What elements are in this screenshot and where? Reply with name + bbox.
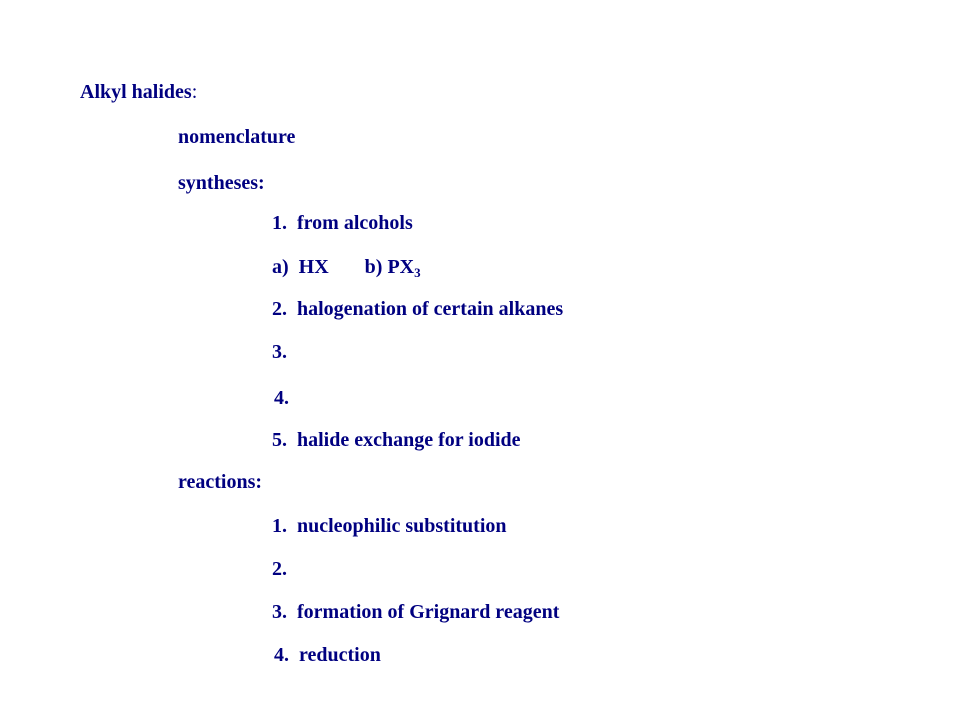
reaction-item-2: 2. — [272, 558, 287, 580]
syntheses-heading: syntheses: — [178, 172, 265, 194]
reactions-heading: reactions: — [178, 471, 263, 493]
synthesis-item-4: 4. — [274, 387, 289, 409]
reagent-b — [365, 256, 421, 278]
slide-title — [80, 80, 197, 104]
title-text: Alkyl halides — [80, 81, 192, 103]
synthesis-item-5: 5. halide exchange for iodide — [272, 429, 521, 451]
reagent-b-subscript: 3 — [414, 265, 421, 280]
reaction-item-1: 1. nucleophilic substitution — [272, 515, 507, 537]
reagent-b-text: b) PX — [364, 256, 415, 278]
synthesis-item-3: 3. — [272, 341, 287, 363]
synthesis-item-2: 2. halogenation of certain alkanes — [272, 298, 564, 320]
reaction-item-4: 4. reduction — [274, 644, 381, 666]
reagent-a: a) HX — [272, 256, 329, 278]
synthesis-reagents — [272, 255, 421, 279]
title-colon: : — [191, 81, 198, 103]
reaction-item-3: 3. formation of Grignard reagent — [272, 601, 560, 623]
nomenclature-heading: nomenclature — [178, 126, 296, 148]
synthesis-item-1: 1. from alcohols — [272, 212, 413, 234]
